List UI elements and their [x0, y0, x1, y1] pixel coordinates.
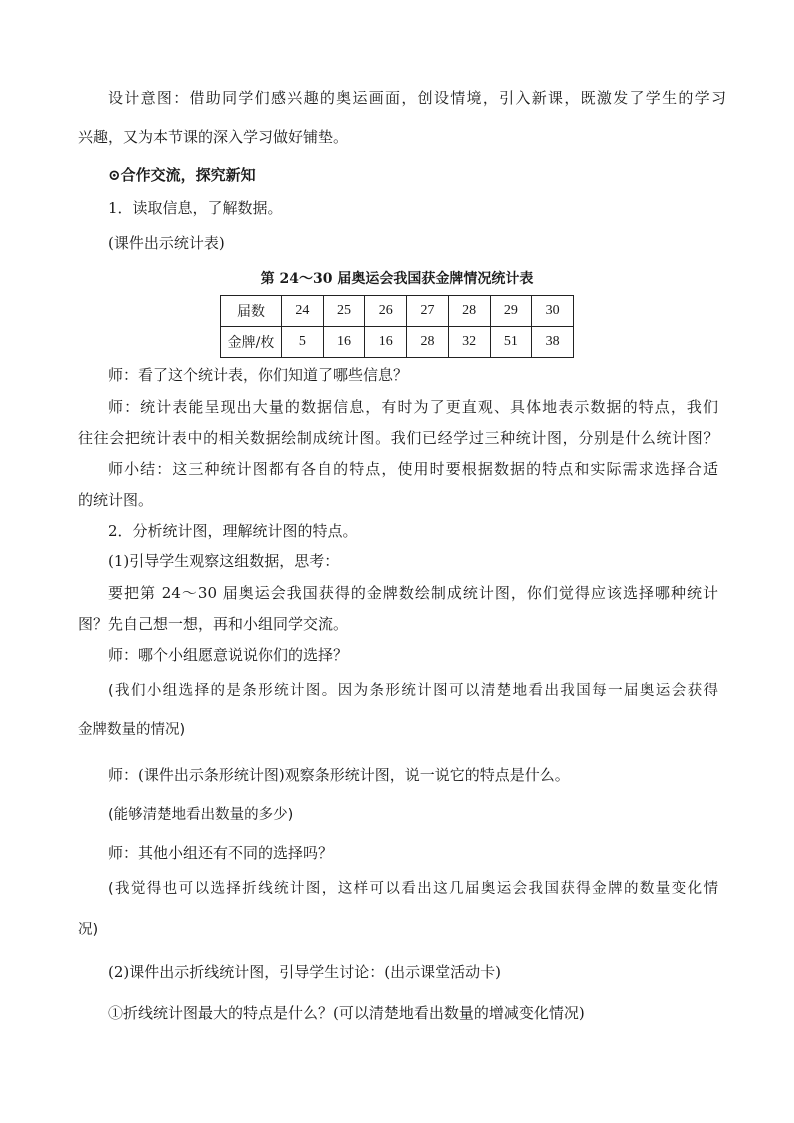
paragraph-2-line-1: 师：统计表能呈现出大量的数据信息，有时为了更直观、具体地表示数据的特点，我们: [108, 398, 718, 416]
table-cell: 29: [490, 296, 532, 327]
table-cell: 27: [407, 296, 449, 327]
table-cell: 51: [490, 327, 532, 358]
paragraph-3-line-1: 师小结：这三种统计图都有各自的特点，使用时要根据数据的特点和实际需求选择合适: [108, 460, 718, 478]
design-intent-line-1: 设计意图：借助同学们感兴趣的奥运画面，创设情境，引入新课，既激发了学生的学习: [108, 89, 726, 107]
table-cell: 16: [323, 327, 365, 358]
table-cell: 38: [532, 327, 574, 358]
table-row-medals: [221, 327, 574, 358]
paragraph-5: 师：哪个小组愿意说说你们的选择？: [108, 646, 349, 664]
section-heading: ⊙合作交流，探究新知: [108, 166, 256, 184]
paragraph-3-line-2: 的统计图。: [78, 491, 154, 509]
olympic-gold-medal-table: [220, 295, 574, 358]
step-1-heading: 1．读取信息，了解数据。: [108, 199, 283, 217]
paragraph-6-line-1: (我们小组选择的是条形统计图。因为条形统计图可以清楚地看出我国每一届奥运会获得: [108, 683, 718, 699]
table-cell: 30: [532, 296, 574, 327]
table-cell: 24: [282, 296, 324, 327]
step-2-heading: 2．分析统计图，理解统计图的特点。: [108, 522, 358, 540]
paragraph-1: 师：看了这个统计表，你们知道了哪些信息？: [108, 366, 409, 384]
paragraph-9: 师：其他小组还有不同的选择吗？: [108, 844, 334, 862]
paragraph-7: 师：(课件出示条形统计图)观察条形统计图，说一说它的特点是什么。: [108, 766, 570, 784]
table-cell: 32: [448, 327, 490, 358]
design-intent-line-2: 兴趣，又为本节课的深入学习做好铺垫。: [78, 128, 349, 146]
table-cell: 26: [365, 296, 407, 327]
table-cell: 28: [407, 327, 449, 358]
paragraph-8: (能够清楚地看出数量的多少): [108, 807, 294, 823]
table-cell: 5: [282, 327, 324, 358]
paragraph-2-line-2: 往往会把统计表中的相关数据绘制成统计图。我们已经学过三种统计图，分别是什么统计图？: [78, 429, 718, 447]
show-table-note: (课件出示统计表): [108, 234, 225, 252]
paragraph-11: ①折线统计图最大的特点是什么？(可以清楚地看出数量的增减变化情况): [108, 1004, 585, 1022]
paragraph-6-line-2: 金牌数量的情况): [78, 722, 186, 738]
table-cell: 16: [365, 327, 407, 358]
row-label-sessions: 届数: [221, 296, 282, 327]
paragraph-10-line-2: 况): [78, 922, 99, 938]
paragraph-4-line-2: 图？先自己想一想，再和小组同学交流。: [78, 615, 349, 633]
row-label-medals: 金牌/枚: [221, 327, 282, 358]
sub-step-1: (1)引导学生观察这组数据，思考：: [108, 552, 340, 570]
table-cell: 25: [323, 296, 365, 327]
paragraph-10-line-1: (我觉得也可以选择折线统计图，这样可以看出这几届奥运会我国获得金牌的数量变化情: [108, 881, 718, 897]
sub-step-2: (2)课件出示折线统计图，引导学生讨论：(出示课堂活动卡): [108, 963, 501, 981]
paragraph-4-line-1: 要把第 24～30 届奥运会我国获得的金牌数绘制成统计图，你们觉得应该选择哪种统计: [108, 584, 718, 602]
table-row-sessions: [221, 296, 574, 327]
table-title: 第 24～30 届奥运会我国获金牌情况统计表: [260, 271, 534, 287]
table-cell: 28: [448, 296, 490, 327]
